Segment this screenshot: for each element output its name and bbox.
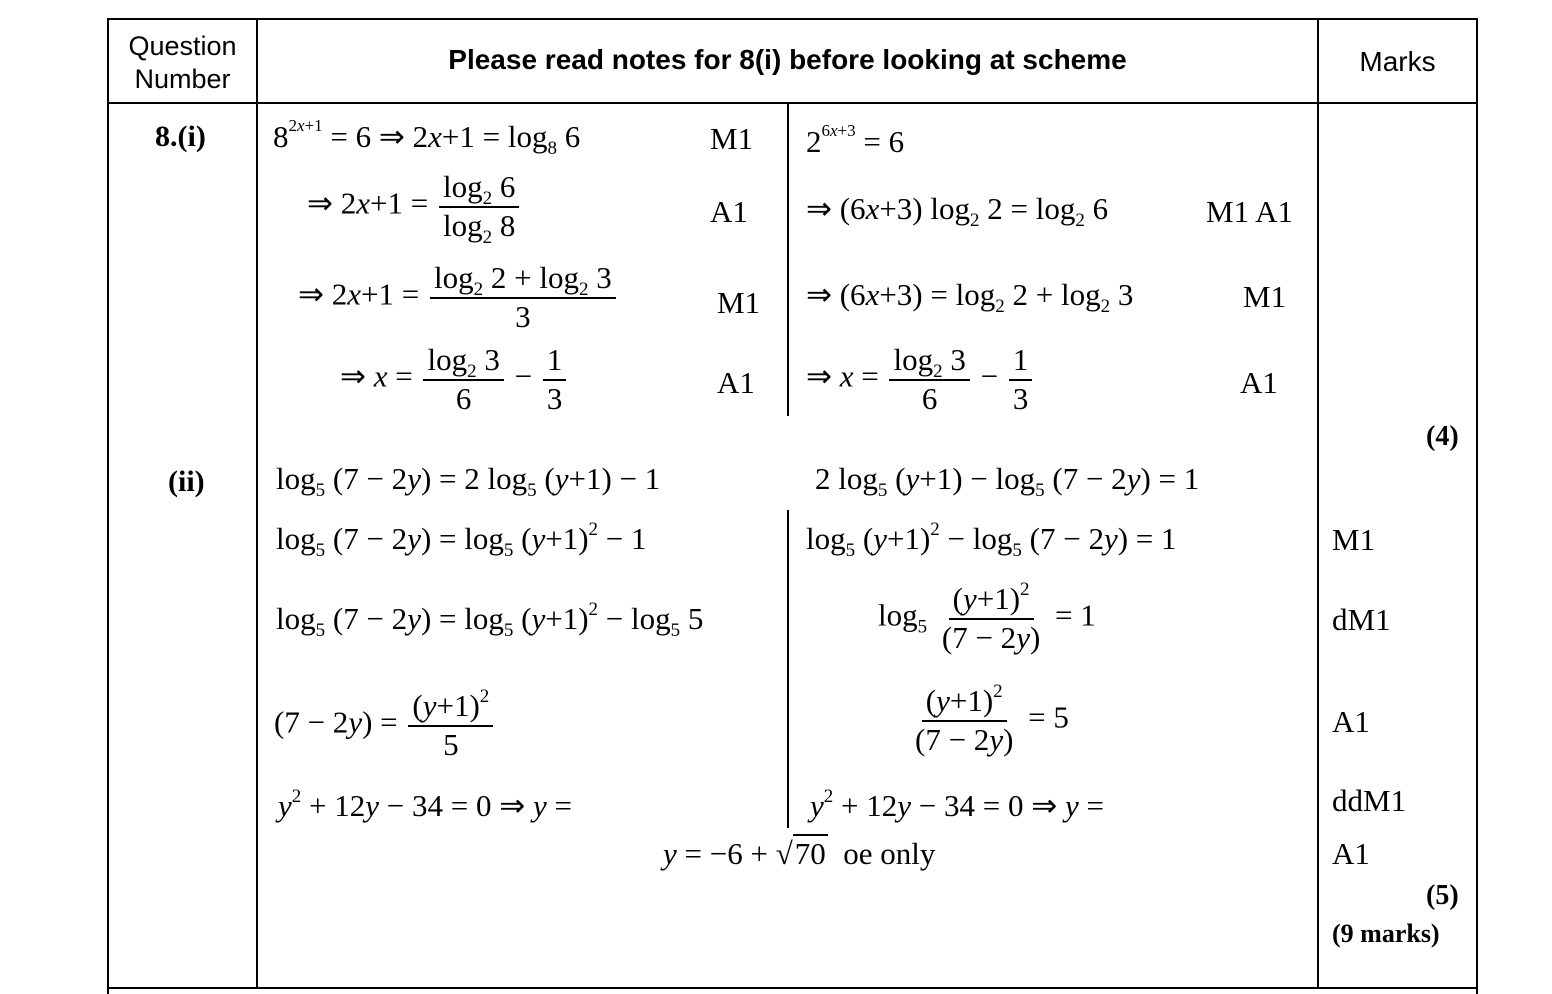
eq-ii-left-2: $\log_5 (7 - 2y) = \log_5 (y+1)^2 - 1$ (276, 519, 647, 561)
mark-ii-3: A1 (1332, 704, 1370, 739)
table-border-left (107, 18, 109, 994)
answer-note: oe only (843, 836, 936, 871)
eq-i-left-2: ⇒ 2x+1 = $\frac{\log_2 6}{\log_2 8}$ (307, 171, 522, 242)
mark-i-left-4: A1 (717, 365, 755, 400)
eq-ii-right-3: $\log_5$ $\frac{(y+1)^2}{(7 - 2y)}$ = 1 (878, 579, 1096, 655)
eq-i-left-1: $8^{2x+1} = 6$ ⇒ $2x+1 = \log_8 6$ (273, 116, 581, 159)
mark-ii-5: A1 (1332, 836, 1370, 871)
eq-i-left-4: ⇒ x = $\frac{\log_2 3}{6}$ − $\frac{1}{3}$ (340, 344, 569, 415)
method-divider-i (787, 104, 789, 416)
mark-i-right-2: M1 (1243, 279, 1287, 314)
mark-ii-1: M1 (1332, 522, 1376, 557)
col-divider-1 (256, 18, 258, 988)
eq-ii-right-5: $y^2 + 12y - 34 = 0$ ⇒ y = (810, 786, 1104, 823)
eq-i-left-3: ⇒ 2x+1 = $\frac{\log_2 2 + \log_2 3}{3}$ (298, 262, 619, 333)
header-divider (107, 102, 1478, 104)
eq-i-right-1: $2^{6x+3} = 6$ (806, 121, 905, 159)
eq-ii-left-3: $\log_5 (7 - 2y) = \log_5 (y+1)^2 - \log_5 5$ (276, 599, 704, 641)
question-label-ii: (ii) (168, 465, 205, 498)
subtotal-ii: (5) (1426, 880, 1459, 911)
mark-ii-2: dM1 (1332, 602, 1391, 637)
eq-ii-right-2: $\log_5 (y+1)^2 - \log_5 (7 - 2y) = 1$ (806, 519, 1177, 561)
question-number-header: Question Number (128, 31, 237, 94)
mark-i-left-2: A1 (710, 194, 748, 229)
table-border-bottom (107, 987, 1478, 989)
mark-i-right-3: A1 (1240, 365, 1278, 400)
eq-ii-right-1: 2 $\log_5 (y+1) - \log_5 (7 - 2y) = 1$ (815, 461, 1200, 501)
mark-i-left-1: M1 (710, 121, 754, 156)
total-marks: (9 marks) (1332, 919, 1440, 948)
final-answer: y = −6 + √70 oe only (663, 836, 936, 871)
method-divider-ii (787, 510, 789, 828)
eq-ii-left-5: $y^2 + 12y - 34 = 0$ ⇒ y = (278, 786, 572, 823)
eq-i-right-4: ⇒ x = $\frac{\log_2 3}{6}$ − $\frac{1}{3}$ (806, 344, 1035, 415)
table-border-right (1476, 18, 1478, 994)
marks-header: Marks (1359, 46, 1436, 77)
eq-ii-left-1: $\log_5 (7 - 2y) = 2$ $\log_5 (y+1) - 1$ (276, 461, 661, 501)
mark-i-right-1: M1 A1 (1206, 194, 1293, 229)
col-divider-2 (1317, 18, 1319, 988)
scheme-header: Please read notes for 8(i) before looking at scheme (448, 44, 1127, 75)
subtotal-i: (4) (1426, 421, 1459, 452)
eq-i-right-2: ⇒ (6x+3) $\log_2 2 = \log_2 6$ (806, 191, 1109, 231)
eq-i-right-3: ⇒ $(6x+3) = \log_2 2 + \log_2 3$ (806, 277, 1134, 317)
question-label-i: 8.(i) (155, 120, 206, 153)
mark-i-left-3: M1 (717, 285, 761, 320)
eq-ii-right-4: $\frac{(y+1)^2}{(7 - 2y)}$ = 5 (915, 681, 1069, 757)
table-border-top (107, 18, 1478, 20)
mark-ii-4: ddM1 (1332, 783, 1407, 818)
eq-ii-left-4: (7 − 2y) = $\frac{(y+1)^2}{5}$ (274, 690, 496, 761)
